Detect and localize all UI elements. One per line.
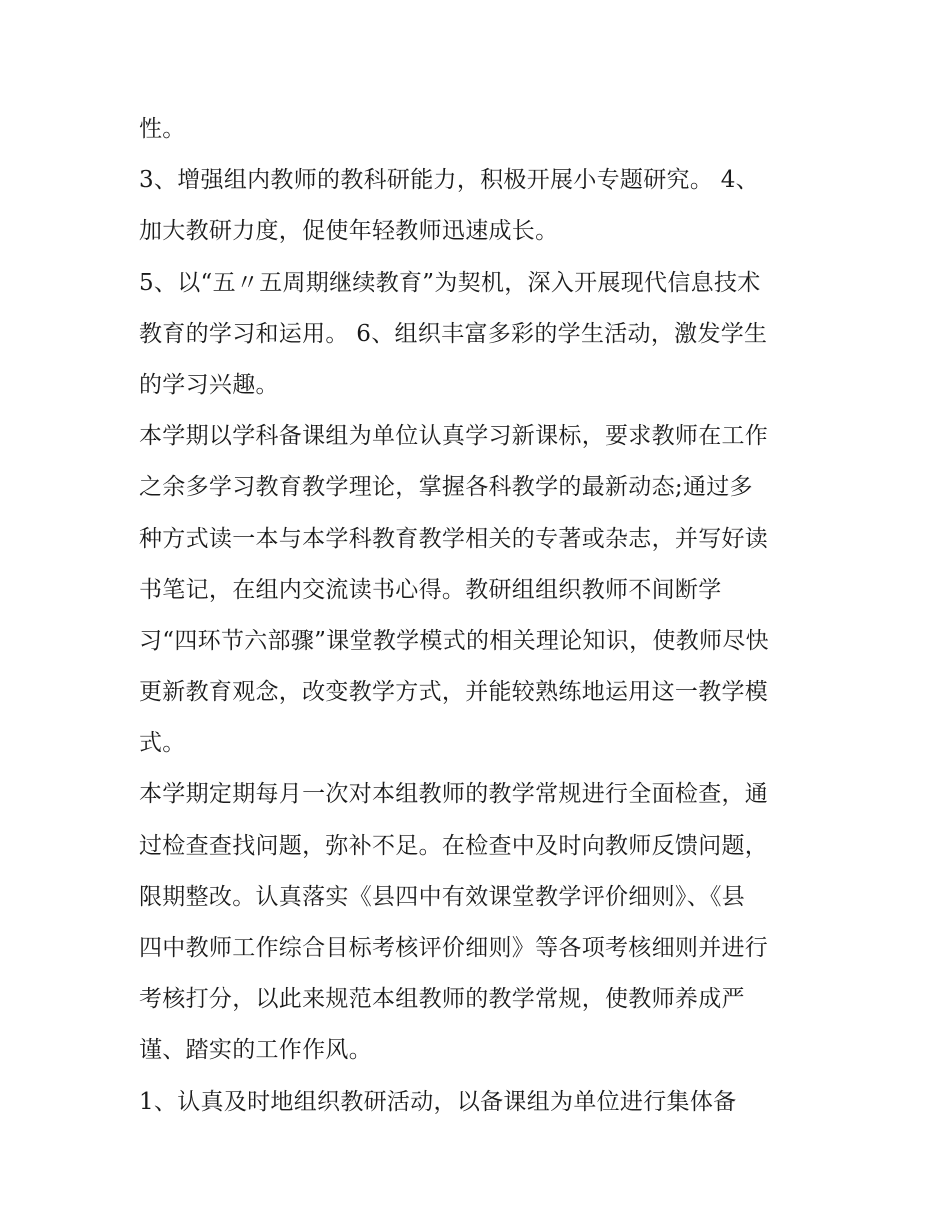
text-line: 本学期定期每月一次对本组教师的教学常规进行全面检查，通 xyxy=(139,781,769,808)
text-line: 的学习兴趣。 xyxy=(139,371,279,398)
text-line: 之余多学习教育教学理论，掌握各科教学的最新动态;通过多 xyxy=(139,474,753,501)
text-line: 本学期以学科备课组为单位认真学习新课标，要求教师在工作 xyxy=(139,423,769,450)
text-line: 教育的学习和运用。 6、组织丰富多彩的学生活动，激发学生 xyxy=(139,320,768,347)
text-line: 谨、踏实的工作作风。 xyxy=(139,1037,372,1064)
text-line: 加大教研力度，促使年轻教师迅速成长。 xyxy=(139,218,559,245)
text-line: 习“四环节六部骤”课堂教学模式的相关理论知识，使教师尽快 xyxy=(139,627,769,654)
text-line: 考核打分，以此来规范本组教师的教学常规，使教师养成严 xyxy=(139,986,745,1013)
text-line: 性。 xyxy=(139,116,186,142)
text-line: 过检查查找问题，弥补不足。在检查中及时向教师反馈问题， xyxy=(139,832,769,859)
document-body xyxy=(139,104,829,1128)
text-line: 5、以“五〃五周期继续教育”为契机，深入开展现代信息技术 xyxy=(139,269,761,296)
text-line: 书笔记，在组内交流读书心得。教研组组织教师不间断学 xyxy=(139,576,722,603)
text-line: 四中教师工作综合目标考核评价细则》等各项考核细则并进行 xyxy=(139,935,769,961)
text-line: 限期整改。认真落实《县四中有效课堂教学评价细则》、《县 xyxy=(139,883,746,910)
text-line: 3、增强组内教师的教科研能力，积极开展小专题研究。 4、 xyxy=(139,167,759,194)
text-line: 式。 xyxy=(139,730,186,757)
text-line: 1、认真及时地组织教研活动，以备课组为单位进行集体备 xyxy=(139,1088,737,1115)
text-line: 更新教育观念，改变教学方式，并能较熟练地运用这一教学模 xyxy=(139,679,769,706)
text-line: 种方式读一本与本学科教育教学相关的专著或杂志，并写好读 xyxy=(139,525,769,552)
